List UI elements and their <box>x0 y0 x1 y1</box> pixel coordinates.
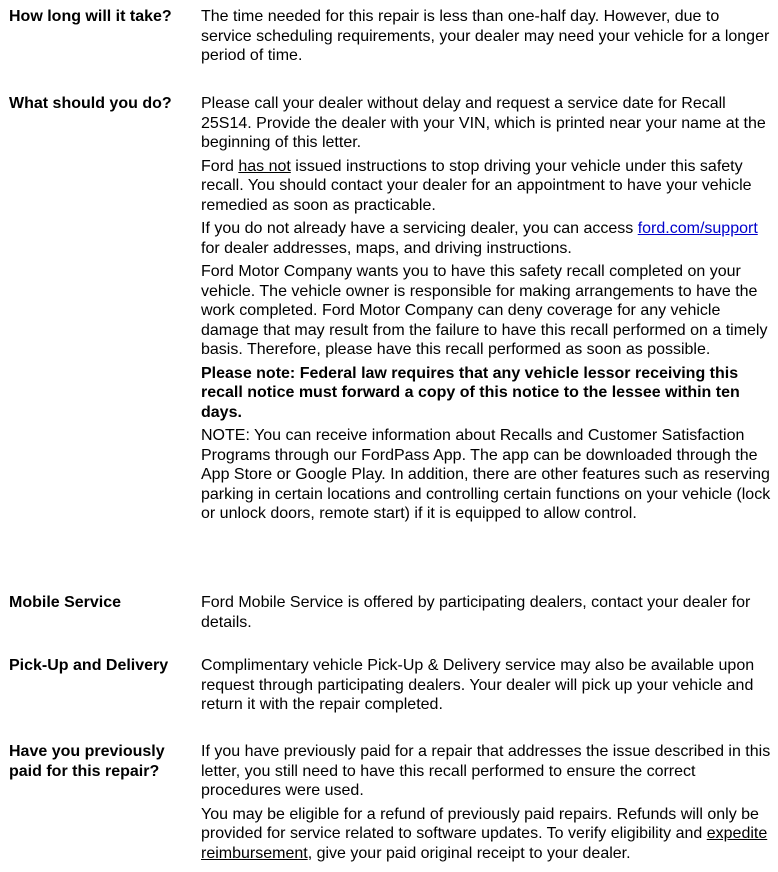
fordpass-note: NOTE: You can receive information about Recalls and Customer Satisfaction Programs through our FordPass App. The app can be downloaded through the App Store or Google Play. In addition, there are other features such as reserving parking in certain locations and controlling certain functions on your vehicle (lock or unlock doors, remote start) if it is equipped to allow control. <box>201 427 771 522</box>
section-body <box>201 593 774 632</box>
paragraph <box>201 219 774 258</box>
paragraph-text: If you do not already have a servicing dealer, you can access <box>201 220 638 237</box>
paragraph: If you have previously paid for a repair that addresses the issue described in this letter, you still need to have this recall performed to ensure the correct procedures were used. <box>201 743 771 799</box>
ford-support-link[interactable]: ford.com/support <box>637 220 758 237</box>
paragraph <box>201 805 774 864</box>
section-body <box>201 742 774 863</box>
section-label: What should you do? <box>9 95 172 112</box>
section-label: Mobile Service <box>9 594 122 611</box>
paragraph <box>201 157 774 216</box>
section-body <box>201 94 774 524</box>
section-body <box>201 656 774 715</box>
paragraph-text: , give your paid original receipt to your dealer. <box>307 844 631 862</box>
paragraph: Complimentary vehicle Pick-Up & Delivery service may also be available upon request through participating dealers. Your dealer will pick up your vehicle and return it with the repair completed. <box>201 657 755 713</box>
section-label: Pick-Up and Delivery <box>9 657 169 674</box>
paragraph: Please call your dealer without delay and request a service date for Recall 25S14. Provide the dealer with your VIN, which is printed near your name at the beginning of this letter. <box>201 95 766 151</box>
paragraph-text: issued instructions to stop driving your vehicle under this safety recall. You should contact your dealer for an appointment to have your vehicle remedied as soon as practicable. <box>201 157 752 214</box>
federal-law-note: Please note: Federal law requires that any vehicle lessor receiving this recall notice must forward a copy of this notice to the lessee within ten days. <box>201 364 740 421</box>
paragraph-text: for dealer addresses, maps, and driving instructions. <box>201 239 572 257</box>
paragraph: The time needed for this repair is less than one-half day. However, due to service scheduling requirements, your dealer may need your vehicle for a longer period of time. <box>201 8 770 64</box>
section-label: How long will it take? <box>9 8 172 25</box>
paragraph-text: You may be eligible for a refund of previously paid repairs. Refunds will only be provided for service related to software updates. To verify eligibility and <box>201 805 759 842</box>
underlined-text: has not <box>238 157 291 175</box>
section-label: Have you previously paid for this repair? <box>9 743 165 780</box>
paragraph: Ford Motor Company wants you to have this safety recall completed on your vehicle. The vehicle owner is responsible for making arrangements to have the work completed. Ford Motor Company can deny coverage for any vehicle damage that may result from the failure to have this recall performed on a timely basis. Therefore, please have this recall performed as soon as possible. <box>201 263 768 358</box>
underlined-text: expedite reimbursement <box>201 825 768 862</box>
paragraph-text: Ford <box>201 157 239 175</box>
section-body <box>201 7 774 66</box>
paragraph: Ford Mobile Service is offered by participating dealers, contact your dealer for details. <box>201 594 751 631</box>
